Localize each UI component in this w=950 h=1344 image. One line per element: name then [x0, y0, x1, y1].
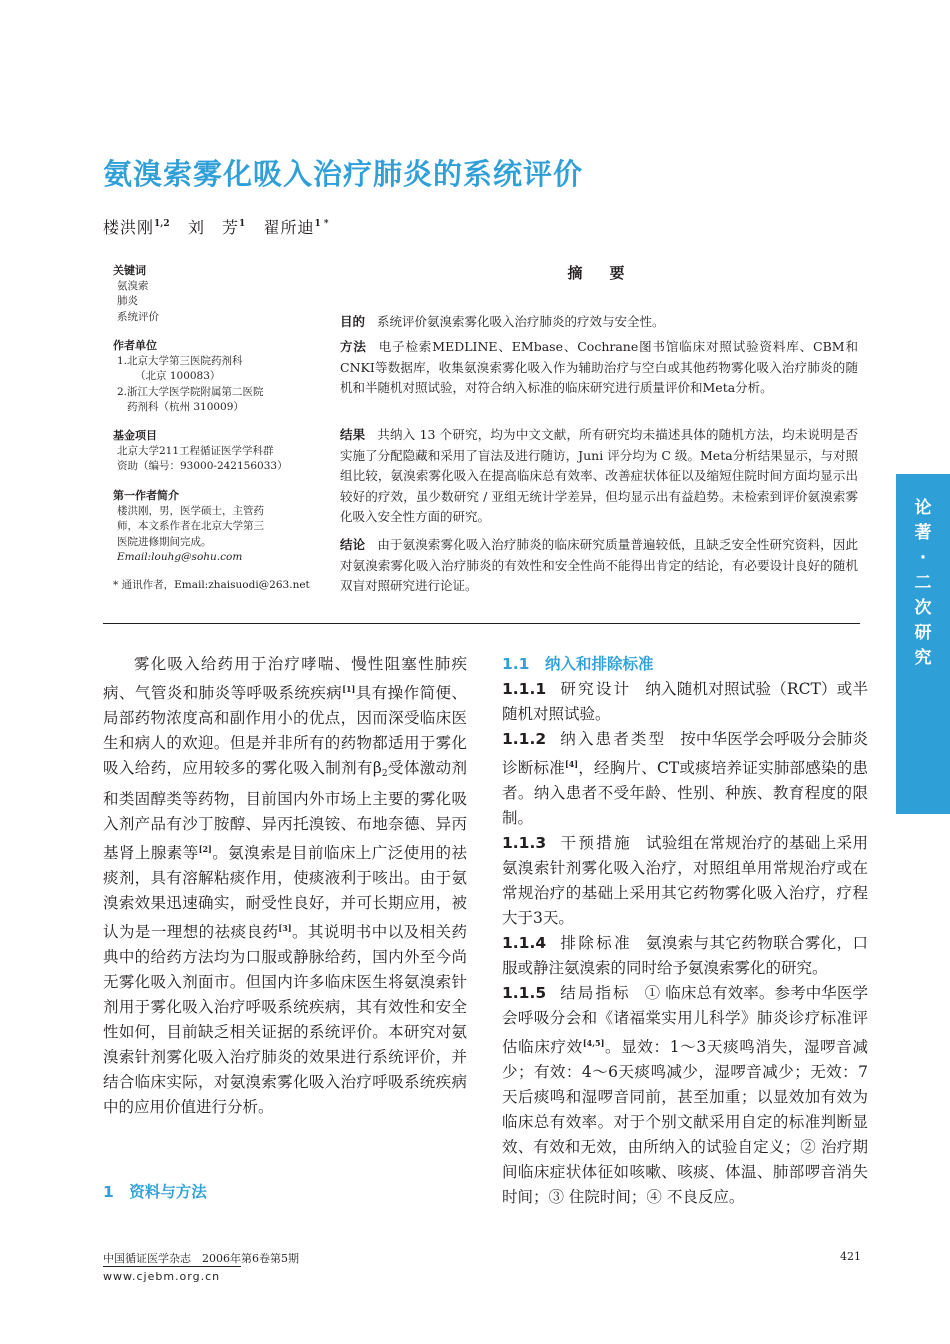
- subsection-label: 排除标准: [560, 934, 633, 952]
- affiliation-line: 药剂科（杭州 310009）: [127, 401, 244, 413]
- article-title: 氨溴索雾化吸入治疗肺炎的系统评价: [103, 157, 584, 191]
- journal-footer: 中国循证医学杂志 2006年第6卷第5期: [103, 1252, 299, 1265]
- footer-rule: [103, 1266, 241, 1267]
- side-tab-char: 研: [914, 623, 932, 643]
- author-affiliation-mark: 1,2: [154, 219, 170, 229]
- side-tab-char: 著: [914, 523, 932, 543]
- body-text: ，经胸片、CT或痰培养证实肺部感染的患者。纳入患者不受年龄、性别、种族、教育程度的限制。: [502, 759, 868, 827]
- journal-url[interactable]: www.cjebm.org.cn: [103, 1270, 221, 1283]
- keyword: 系统评价: [117, 310, 159, 323]
- affiliation-line: （北京 100083）: [135, 370, 221, 382]
- conclusion-text: 由于氨溴索雾化吸入治疗肺炎的临床研究质量普遍较低，且缺乏安全性研究资料，因此对氨溴索雾化吸入治疗肺炎的有效性和安全性尚不能得出肯定的结论，有必要设计良好的随机双盲对照研究进行论证。: [340, 537, 858, 593]
- objective-label: 目的: [340, 314, 366, 329]
- subsection-number: 1.1.4: [502, 934, 547, 952]
- objective-text: 系统评价氨溴索雾化吸入治疗肺炎的疗效与安全性。: [377, 314, 665, 329]
- body-text: 。氨溴索是目前临床上广泛使用的祛痰剂，具有溶解粘痰作用，使痰液利于咳出。由于氨溴索效果迅速确实，耐受性良好，并可长期应用，被认为是一理想的祛痰良药: [103, 844, 467, 941]
- fund-line: 北京大学211工程循证医学学科群: [117, 444, 274, 457]
- side-tab-char: 二: [914, 573, 932, 593]
- subsection-number: 1.1.1: [502, 680, 547, 698]
- subsection-label: 研究设计: [560, 680, 632, 698]
- subsection-label: 结局指标: [560, 984, 631, 1002]
- criteria-paragraph: [502, 677, 868, 727]
- subsection-number: 1.1.2: [502, 730, 547, 748]
- side-tab-char: 次: [914, 598, 932, 618]
- affiliation-line: 1.北京大学第三医院药剂科: [117, 354, 243, 367]
- criteria-paragraph: [502, 831, 868, 931]
- section-divider: [103, 623, 860, 624]
- conclusion-label: 结论: [340, 537, 366, 552]
- abstract-heading: 摘 要: [567, 264, 631, 282]
- author-name: 刘 芳: [187, 218, 239, 237]
- subscript: 2: [381, 769, 388, 779]
- body-text: 。其说明书中以及相关药典中的给药方法均为口服或静脉给药，国内外至今尚无雾化吸入剂面市。但国内许多临床医生将氨溴索针剂用于雾化吸入治疗呼吸系统疾病，其有效性和安全性如何，目前缺乏相关证据的系统评价。本研究对氨溴索针剂雾化吸入治疗肺炎的效果进行系统评价，并结合临床实际，对氨溴索雾化吸入治疗呼吸系统疾病中的应用价值进行分析。: [103, 923, 467, 1116]
- body-text: 。显效：1～3天痰鸣消失，湿啰音减少；有效：4～6天痰鸣减少，湿啰音减少；无效：7天后痰鸣和湿啰音同前，甚至加重；以显效加有效为临床总有效率。对于个别文献采用自定的标准判断显效、有效和无效，由所纳入的试验自定义；② 治疗期间临床症状体征如咳嗽、咳痰、体温、肺部啰音消失时间；③ 住院时间；④ 不良反应。: [502, 1038, 868, 1206]
- body-text: 具有操作简便、局部药物浓度高和副作用小的优点，因而深受临床医生和病人的欢迎。但是并非所有的药物都适用于雾化吸入给药，应用较多的雾化吸入制剂有β: [103, 684, 467, 777]
- methods-text: 电子检索MEDLINE、EMbase、Cochrane图书馆临床对照试验资料库、CBM和CNKI等数据库，收集氨溴索雾化吸入作为辅助治疗与空白或其他药物雾化吸入治疗肺炎的随机和半随机对照试验，对符合纳入标准的临床研究进行质量评价和Meta分析。: [340, 339, 858, 395]
- body-text: 受体激动剂和类固醇类等药物，目前国内外市场上主要的雾化吸入剂产品有沙丁胺醇、异丙托溴铵、布地奈德、异丙基肾上腺素等: [103, 759, 467, 862]
- criteria-paragraph: [502, 981, 868, 1210]
- criteria-paragraph: [502, 727, 868, 831]
- side-tab-char: ·: [919, 548, 927, 568]
- methods-label: 方法: [340, 339, 367, 354]
- body-text: 纳入随机对照试验（RCT）或半随机对照试验。: [502, 680, 868, 723]
- subsection-number: 1.1.3: [502, 834, 547, 852]
- body-text: 试验组在常规治疗的基础上采用氨溴索针剂雾化吸入治疗，对照组单用常规治疗或在常规治疗的基础上采用其它药物雾化吸入治疗，疗程大于3天。: [502, 834, 868, 927]
- first-author-heading: 第一作者简介: [113, 489, 179, 502]
- author-list: [103, 215, 329, 238]
- fund-line: 资助（编号：93000-242156033）: [117, 460, 288, 472]
- section-side-tab: [896, 474, 950, 814]
- first-author-line: 楼洪刚，男，医学硕士，主管药: [117, 504, 264, 517]
- citation: [2]: [198, 844, 212, 854]
- page-number: 421: [840, 1250, 861, 1263]
- subsection-label: 纳入患者类型: [560, 730, 667, 748]
- body-text: 按中华医学会呼吸分会肺炎诊断标准: [502, 730, 868, 777]
- abstract-conclusion: [340, 535, 858, 597]
- first-author-email: Email:louhg@sohu.com: [117, 551, 243, 563]
- corresponding-author: * 通讯作者，Email:zhaisuodi@263.net: [113, 579, 310, 591]
- first-author-line: 医院进修期间完成。: [117, 535, 212, 548]
- subsection-heading: 1.1 纳入和排除标准: [502, 655, 654, 673]
- fund-block: [113, 428, 318, 475]
- citation: [1]: [342, 684, 356, 694]
- author-name: 翟所迪: [263, 218, 315, 237]
- citation: [4]: [564, 759, 579, 769]
- author-affiliation-mark: 1: [238, 219, 246, 229]
- side-tab-char: 究: [914, 648, 932, 668]
- right-column: [502, 652, 868, 1210]
- subsection-label: 干预措施: [560, 834, 633, 852]
- citation: [4,5]: [582, 1038, 605, 1048]
- affiliation-block: [113, 338, 318, 416]
- fund-heading: 基金项目: [113, 429, 157, 442]
- author-affiliation-mark: 1 *: [314, 219, 329, 229]
- intro-paragraph: [103, 652, 467, 1120]
- affiliation-line: 2.浙江大学医学院附属第二医院: [117, 385, 264, 398]
- keyword: 肺炎: [117, 295, 138, 307]
- side-tab-char: 论: [914, 498, 932, 518]
- first-author-block: [113, 488, 318, 566]
- keywords-heading: 关键词: [113, 264, 146, 277]
- author-name: 楼洪刚: [103, 218, 155, 237]
- body-text: ① 临床总有效率。参考中华医学会呼吸分会和《诸福棠实用儿科学》肺炎诊疗标准评估临床疗效: [502, 984, 868, 1056]
- keyword: 氨溴索: [117, 279, 149, 292]
- affiliation-heading: 作者单位: [113, 339, 157, 352]
- section-heading: 1 资料与方法: [103, 1183, 207, 1201]
- results-text: 共纳入 13 个研究，均为中文文献，所有研究均未描述具体的随机方法，均未说明是否实施了分配隐藏和采用了盲法及进行随访，Juni 评分均为 C 级。Meta分析结果显示，与对照组比较，氨溴索雾化吸入在提高临床总有效率、改善症状体征以及缩短住院时间方面均显示出较好的疗效，虽少数研究 / 亚组无统计学差异，但均显示出有益趋势。未检索到评价氨溴索雾化吸入安全性方面的研究。: [340, 427, 858, 524]
- body-text: 氨溴索与其它药物联合雾化，口服或静注氨溴索的同时给予氨溴索雾化的研究。: [502, 934, 868, 977]
- abstract-methods: [340, 337, 858, 399]
- body-text: 雾化吸入给药用于治疗哮喘、慢性阻塞性肺疾病、气管炎和肺炎等呼吸系统疾病: [103, 655, 467, 702]
- first-author-line: 师，本文系作者在北京大学第三: [117, 520, 264, 532]
- abstract-objective: [340, 312, 858, 333]
- abstract-results: [340, 425, 858, 528]
- results-label: 结果: [340, 427, 366, 442]
- criteria-paragraph: [502, 931, 868, 981]
- subsection-number: 1.1.5: [502, 984, 547, 1002]
- citation: [3]: [278, 923, 292, 933]
- keywords-block: [113, 263, 318, 325]
